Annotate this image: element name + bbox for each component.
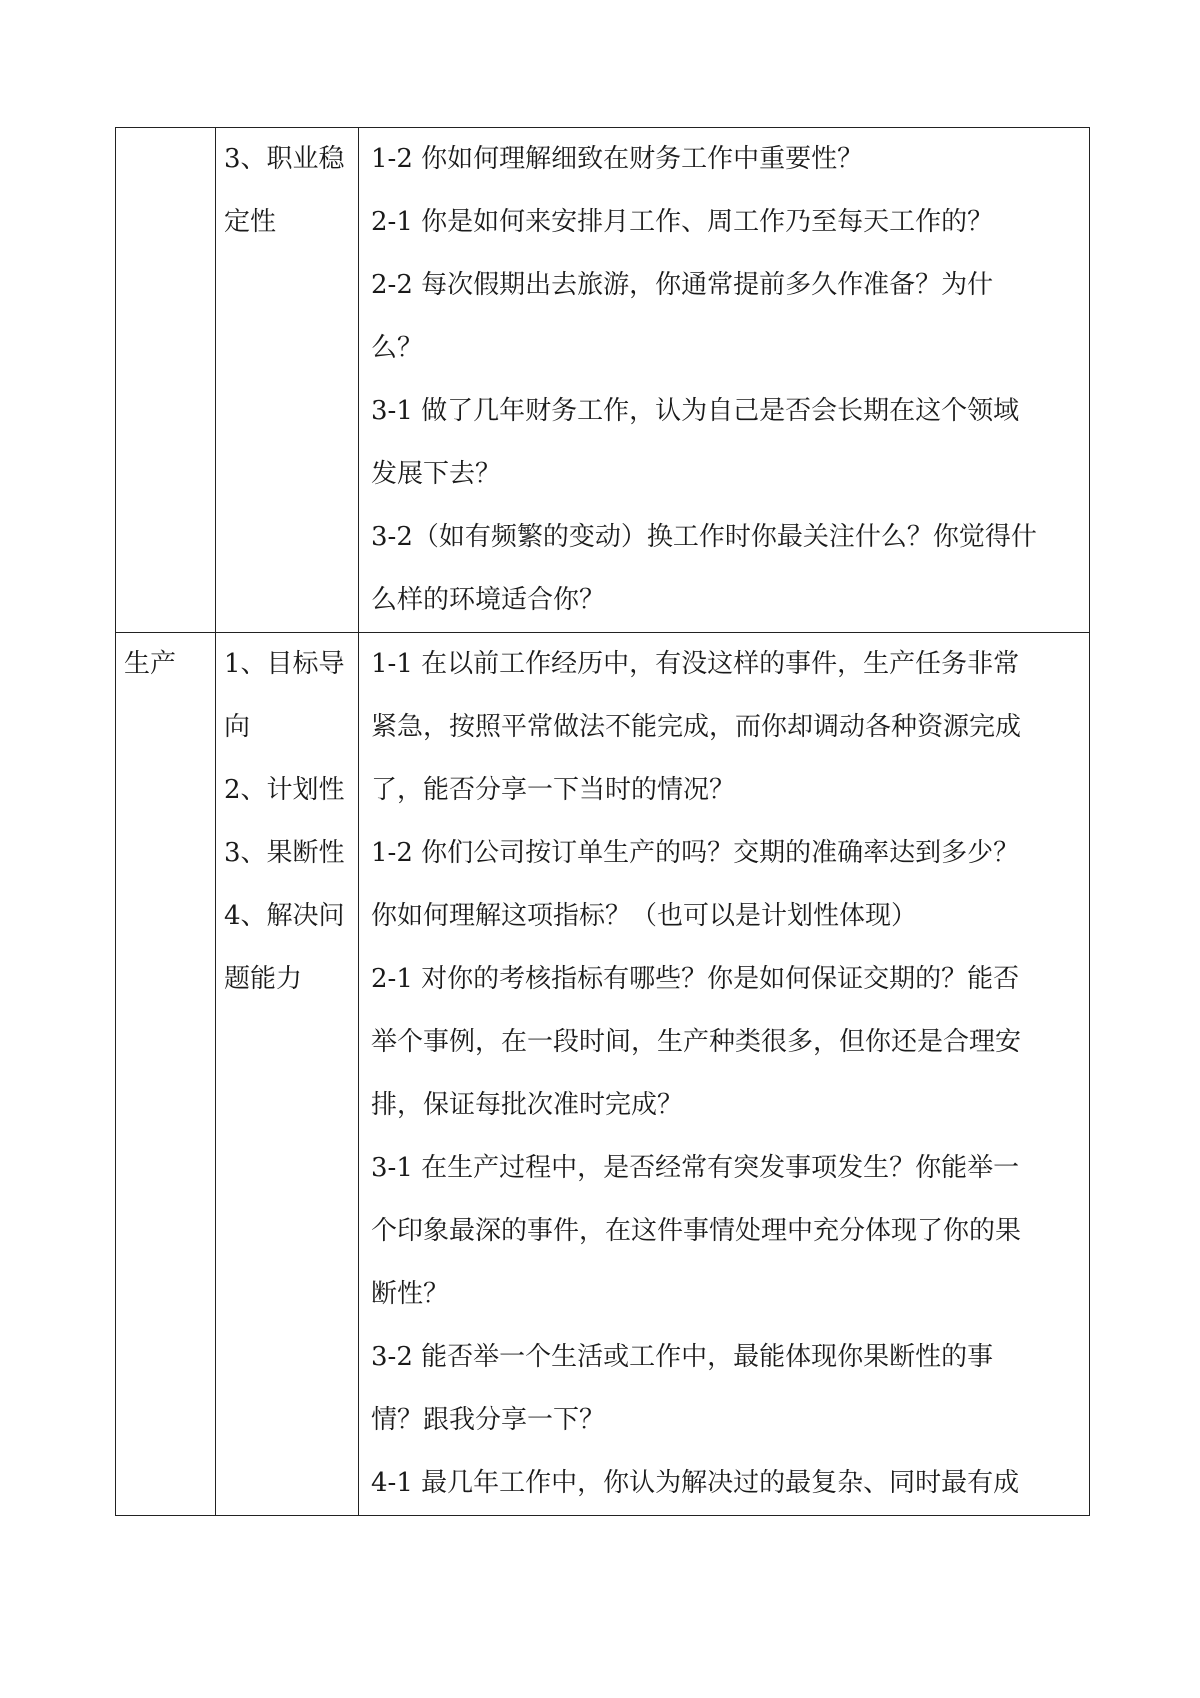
question-line: 发展下去？: [371, 459, 502, 489]
dimension-line: 定性: [224, 207, 277, 237]
dimension-cell: [216, 633, 359, 1516]
table-row: [116, 633, 1090, 1516]
question-line: 2-1 你是如何来安排月工作、周工作乃至每天工作的？: [371, 207, 994, 237]
question-line: 3-2（如有频繁的变动）换工作时你最关注什么？你觉得什: [371, 522, 1037, 552]
question-line: 1-2 你们公司按订单生产的吗？交期的准确率达到多少？: [371, 838, 1020, 868]
question-line: 3-1 做了几年财务工作，认为自己是否会长期在这个领域: [371, 396, 1020, 426]
question-line: 3-1 在生产过程中，是否经常有突发事项发生？你能举一: [371, 1153, 1020, 1183]
question-line: 了，能否分享一下当时的情况？: [371, 775, 736, 805]
dimension-line: 3、果断性: [224, 838, 345, 868]
question-line: 3-2 能否举一个生活或工作中，最能体现你果断性的事: [371, 1342, 994, 1372]
question-line: 情？跟我分享一下？: [371, 1405, 606, 1435]
question-line: 4-1 最几年工作中，你认为解决过的最复杂、同时最有成: [371, 1468, 1020, 1498]
question-line: 举个事例，在一段时间，生产种类很多，但你还是合理安: [371, 1027, 1022, 1057]
dimension-line: 向: [224, 712, 251, 742]
category-label: [124, 128, 207, 191]
category-cell: [116, 128, 216, 633]
table-row: [116, 128, 1090, 633]
question-line: 1-2 你如何理解细致在财务工作中重要性？: [371, 144, 864, 174]
dimension-line: 1、目标导: [224, 649, 345, 679]
dimension-line: 4、解决问: [224, 901, 345, 931]
question-cell: [359, 633, 1090, 1516]
question-line: 么样的环境适合你？: [371, 585, 606, 615]
question-line: 你如何理解这项指标？（也可以是计划性体现）: [371, 901, 918, 931]
question-line: 断性？: [371, 1279, 450, 1309]
dimension-line: 题能力: [224, 964, 303, 994]
question-line: 2-2 每次假期出去旅游，你通常提前多久作准备？为什: [371, 270, 994, 300]
table-body: [116, 128, 1090, 1516]
question-line: 2-1 对你的考核指标有哪些？你是如何保证交期的？能否: [371, 964, 1020, 994]
question-cell: [359, 128, 1090, 633]
question-line: 个印象最深的事件，在这件事情处理中充分体现了你的果: [371, 1216, 1022, 1246]
question-line: 1-1 在以前工作经历中，有没这样的事件，生产任务非常: [371, 649, 1020, 679]
dimension-cell: [216, 128, 359, 633]
category-cell: [116, 633, 216, 1516]
question-line: 紧急，按照平常做法不能完成，而你却调动各种资源完成: [371, 712, 1022, 742]
interview-question-table: [115, 127, 1090, 1516]
dimension-line: 3、职业稳: [224, 144, 345, 174]
category-label: 生产: [124, 649, 177, 679]
dimension-line: 2、计划性: [224, 775, 345, 805]
question-line: 么？: [371, 333, 424, 363]
question-line: 排，保证每批次准时完成？: [371, 1090, 684, 1120]
